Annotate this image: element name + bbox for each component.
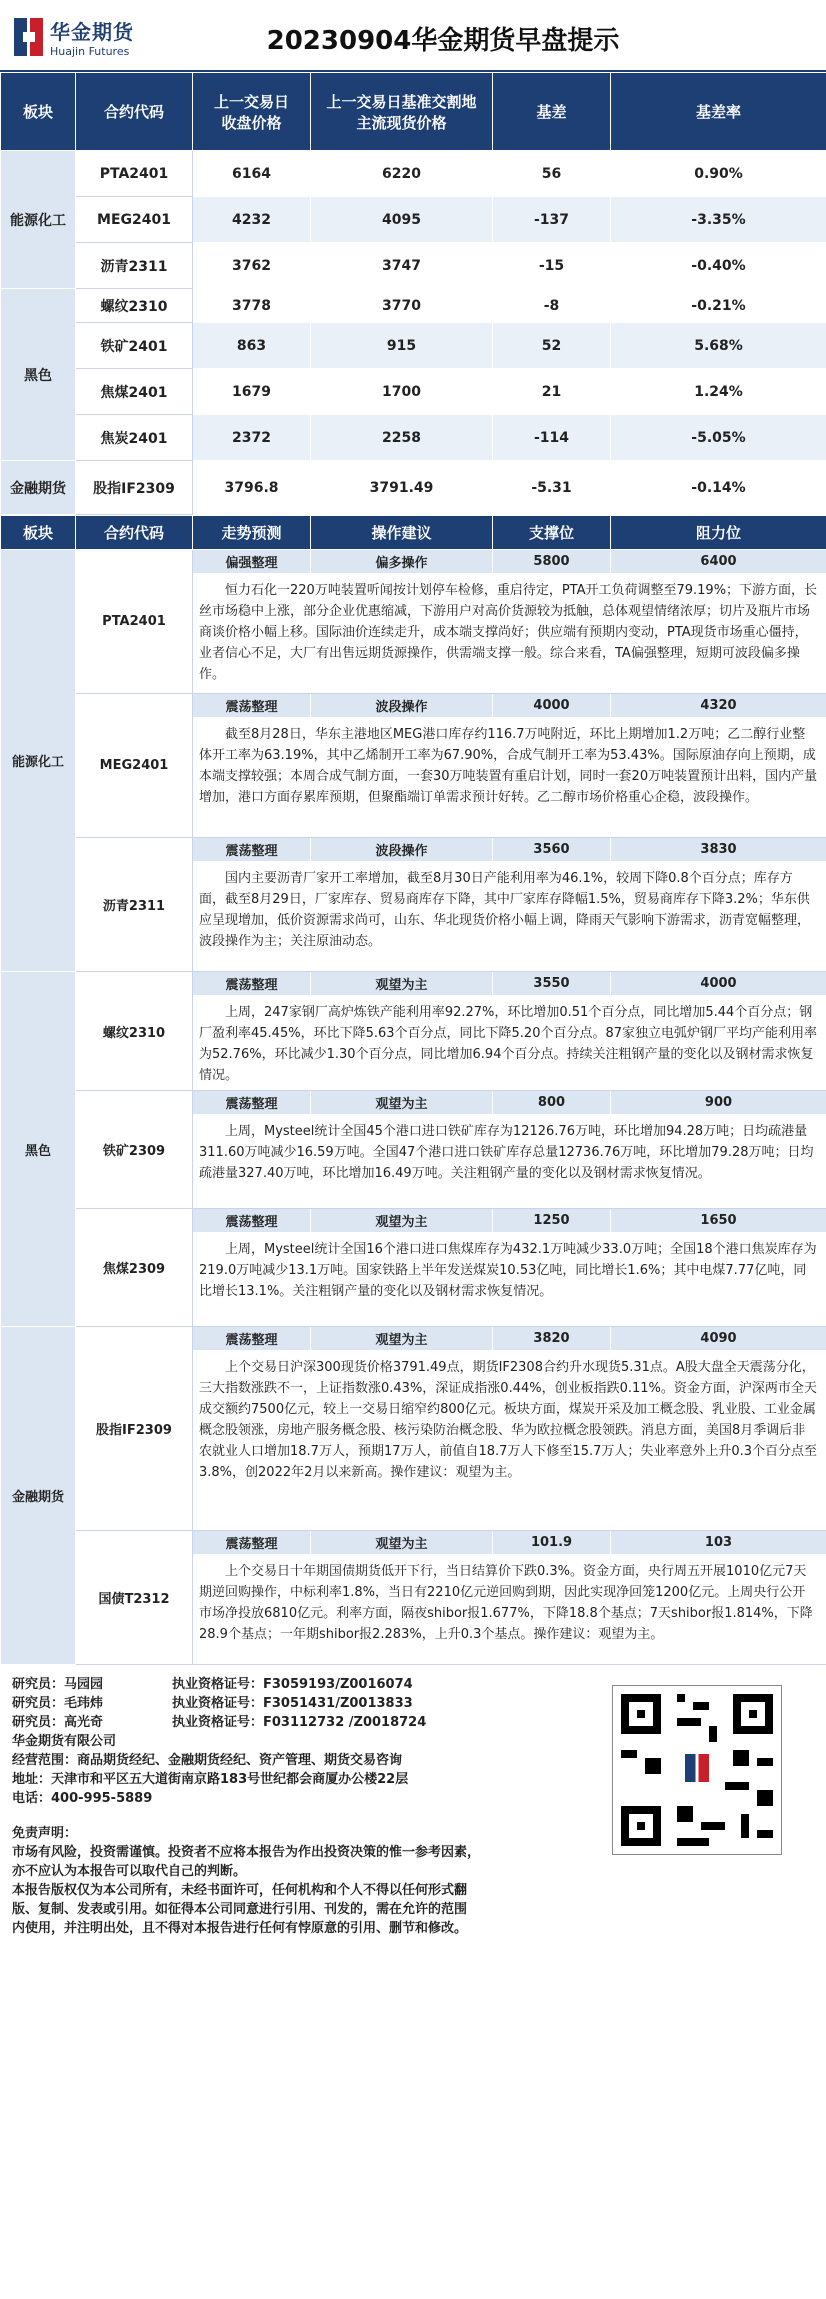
support-level: 800 <box>493 1091 611 1115</box>
contract-code: PTA2401 <box>76 151 193 197</box>
disclaimer-title: 免责声明： <box>12 1826 78 1841</box>
strategy-row <box>1 694 826 718</box>
sector-label: 黑色 <box>1 972 76 1327</box>
strategy-row <box>1 1531 826 1555</box>
operation-advice: 观望为主 <box>311 1531 493 1555</box>
basis-rate: -3.35% <box>611 197 826 243</box>
analysis-text: 恒力石化一220万吨装置听闻按计划停车检修，重启待定，PTA开工负荷调整至79.19%；下游方面，长丝市场稳中上涨，部分企业优惠缩减，下游用户对高价货源较为抵触，总体观望情绪浓厚；切片及瓶片市场商谈价格小幅上移。国际油价连续走升，成本端支撑尚好；供应端有预期内变动，PTA现货市场重心僵持，业者信心不足，大厂有出售远期货源操作，供需端支撑一般。综合来看，TA偏强整理，短期可波段偏多操作。 <box>193 574 826 694</box>
basis-row <box>1 369 826 415</box>
operation-advice: 观望为主 <box>311 1209 493 1233</box>
contract-code: 螺纹2310 <box>76 289 193 323</box>
contract-code: MEG2401 <box>76 694 193 838</box>
basis-rate: 0.90% <box>611 151 826 197</box>
resistance-level: 4320 <box>611 694 826 718</box>
support-level: 101.9 <box>493 1531 611 1555</box>
sector-label: 金融期货 <box>1 461 76 515</box>
page-header <box>0 0 826 72</box>
strategy-row <box>1 838 826 862</box>
close-price: 4232 <box>193 197 311 243</box>
contract-code: 焦炭2401 <box>76 415 193 461</box>
contract-code: 沥青2311 <box>76 838 193 972</box>
disclaimer-line: 市场有风险，投资需谨慎。投资者不应将本报告为作出投资决策的惟一参考因素， <box>12 1845 481 1860</box>
analysis-text: 上周，247家钢厂高炉炼铁产能利用率92.27%，环比增加0.51个百分点，同比增加5.44个百分点；钢厂盈利率45.45%，环比下降5.63个百分点，同比下降5.20个百分点。87家独立电弧炉钢厂平均产能利用率为52.76%，环比减少1.30个百分点，同比增加6.94个百分点。持续关注粗钢产量的变化以及钢材需求恢复情况。 <box>193 996 826 1091</box>
basis-value: -8 <box>493 289 611 323</box>
col-basis-rate: 基差率 <box>611 73 826 151</box>
spot-price: 3770 <box>311 289 493 323</box>
spot-price: 1700 <box>311 369 493 415</box>
close-price: 3796.8 <box>193 461 311 515</box>
col-close: 上一交易日 收盘价格 <box>193 73 311 151</box>
disclaimer-line: 本报告版权仅为本公司所有，未经书面许可，任何机构和个人不得以任何形式翻 <box>12 1883 468 1898</box>
basis-value: -15 <box>493 243 611 289</box>
basis-row <box>1 415 826 461</box>
sector-label: 金融期货 <box>1 1327 76 1665</box>
close-price: 6164 <box>193 151 311 197</box>
researcher-cert: 执业资格证号：F3051431/Z0013833 <box>172 1696 413 1711</box>
basis-row <box>1 323 826 369</box>
disclaimer-line: 版、复制、发表或引用。如征得本公司同意进行引用、刊发的，需在允许的范围 <box>12 1902 468 1917</box>
spot-price: 3747 <box>311 243 493 289</box>
basis-rate: -0.40% <box>611 243 826 289</box>
col-sector: 板块 <box>1 516 76 550</box>
support-level: 4000 <box>493 694 611 718</box>
page-title: 20230904华金期货早盘提示 <box>266 26 620 56</box>
trend-forecast: 震荡整理 <box>193 972 311 996</box>
col-spot: 上一交易日基准交割地 主流现货价格 <box>311 73 493 151</box>
spot-price: 915 <box>311 323 493 369</box>
trend-forecast: 震荡整理 <box>193 1327 311 1351</box>
col-trend: 走势预测 <box>193 516 311 550</box>
contract-code: 股指IF2309 <box>76 461 193 515</box>
trend-forecast: 震荡整理 <box>193 694 311 718</box>
col-code: 合约代码 <box>76 73 193 151</box>
contract-code: 股指IF2309 <box>76 1327 193 1531</box>
contract-code: 焦煤2309 <box>76 1209 193 1327</box>
trend-forecast: 震荡整理 <box>193 1531 311 1555</box>
basis-rate: 5.68% <box>611 323 826 369</box>
operation-advice: 波段操作 <box>311 694 493 718</box>
basis-row <box>1 197 826 243</box>
spot-price: 3791.49 <box>311 461 493 515</box>
contract-code: 国债T2312 <box>76 1531 193 1665</box>
support-level: 3550 <box>493 972 611 996</box>
contract-code: 沥青2311 <box>76 243 193 289</box>
analysis-text: 上个交易日沪深300现货价格3791.49点，期货IF2308合约升水现货5.31点。A股大盘全天震荡分化，三大指数涨跌不一，上证指数涨0.43%，深证成指涨0.44%，创业板指跌0.11%。资金方面，沪深两市全天成交额约7500亿元，较上一交易日缩窄约800亿元。板块方面，煤炭开采及加工概念股、乳业股、工业金属概念股领涨，房地产服务概念股、核污染防治概念股、华为欧拉概念股领跌。消息方面，美国8月季调后非农就业人口增加18.7万人，预期17万人，前值自18.7万人下修至15.7万人；失业率意外上升0.3个百分点至3.8%，创2022年2月以来新高。操作建议：观望为主。 <box>193 1351 826 1531</box>
close-price: 863 <box>193 323 311 369</box>
support-level: 1250 <box>493 1209 611 1233</box>
footer <box>0 1665 826 1818</box>
resistance-level: 103 <box>611 1531 826 1555</box>
operation-advice: 偏多操作 <box>311 550 493 574</box>
col-support: 支撑位 <box>493 516 611 550</box>
contract-code: PTA2401 <box>76 550 193 694</box>
resistance-level: 4000 <box>611 972 826 996</box>
basis-rate: -0.14% <box>611 461 826 515</box>
close-price: 2372 <box>193 415 311 461</box>
strategy-row <box>1 550 826 574</box>
col-basis: 基差 <box>493 73 611 151</box>
company-name: 华金期货有限公司 <box>12 1734 117 1749</box>
resistance-level: 3830 <box>611 838 826 862</box>
col-sector: 板块 <box>1 73 76 151</box>
disclaimer-line: 亦不应认为本报告可以取代自己的判断。 <box>12 1864 247 1879</box>
operation-advice: 波段操作 <box>311 838 493 862</box>
basis-value: 56 <box>493 151 611 197</box>
strategy-table-header <box>1 516 826 550</box>
strategy-row <box>1 1327 826 1351</box>
close-price: 3778 <box>193 289 311 323</box>
company-address: 地址：天津市和平区五大道街南京路183号世纪都会商厦办公楼22层 <box>12 1772 409 1787</box>
close-price: 3762 <box>193 243 311 289</box>
basis-value: 52 <box>493 323 611 369</box>
researcher-cert: 执业资格证号：F3059193/Z0016074 <box>172 1677 413 1692</box>
basis-table <box>0 72 826 515</box>
contract-code: 铁矿2309 <box>76 1091 193 1209</box>
spot-price: 2258 <box>311 415 493 461</box>
resistance-level: 1650 <box>611 1209 826 1233</box>
resistance-level: 4090 <box>611 1327 826 1351</box>
basis-value: 21 <box>493 369 611 415</box>
support-level: 3820 <box>493 1327 611 1351</box>
basis-row <box>1 289 826 323</box>
col-code: 合约代码 <box>76 516 193 550</box>
company-phone: 电话：400-995-5889 <box>12 1791 153 1806</box>
strategy-table <box>0 515 826 1665</box>
analysis-text: 截至8月28日，华东主港地区MEG港口库存约116.7万吨附近，环比上期增加1.2万吨；乙二醇行业整体开工率为63.19%，其中乙烯制开工率为67.90%，合成气制开工率为53.43%。国际原油存向上预期，成本端支撑较强；本周合成气制方面，一套30万吨装置有重启计划，同时一套20万吨装置预计出料，国内产量增加，港口方面存累库预期，但聚酯端订单需求预计好转。乙二醇市场价格重心企稳，波段操作。 <box>193 718 826 838</box>
analysis-text: 上个交易日十年期国债期货低开下行，当日结算价下跌0.3%。资金方面，央行周五开展1010亿元7天期逆回购操作，中标利率1.8%，当日有2210亿元逆回购到期，因此实现净回笼1200亿元。上周央行公开市场净投放6810亿元。利率方面，隔夜shibor报1.677%，下降18.8个基点；7天shibor报1.814%，下降28.9个基点；一年期shibor报2.283%，上升0.3个基点。操作建议：观望为主。 <box>193 1555 826 1665</box>
trend-forecast: 震荡整理 <box>193 1209 311 1233</box>
trend-forecast: 震荡整理 <box>193 1091 311 1115</box>
analysis-text: 国内主要沥青厂家开工率增加，截至8月30日产能利用率为46.1%，较周下降0.8个百分点；库存方面，截至8月29日，厂家库存、贸易商库存下降，其中厂家库存降幅1.5%，贸易商库存下降3.2%；华东供应呈现增加，低价资源需求尚可，山东、华北现货价格小幅上调，降雨天气影响下游需求，沥青宽幅整理，波段操作为主；关注原油动态。 <box>193 862 826 972</box>
strategy-row <box>1 972 826 996</box>
basis-value: -137 <box>493 197 611 243</box>
contract-code: 铁矿2401 <box>76 323 193 369</box>
basis-rate: -5.05% <box>611 415 826 461</box>
analysis-text: 上周，Mysteel统计全国45个港口进口铁矿库存为12126.76万吨，环比增加94.28万吨；日均疏港量311.60万吨减少16.59万吨。全国47个港口进口铁矿库存总量12736.76万吨，环比增加79.28万吨；日均疏港量327.40万吨，环比增加16.49万吨。关注粗钢产量的变化以及钢材需求恢复情况。 <box>193 1115 826 1209</box>
close-price: 1679 <box>193 369 311 415</box>
support-level: 5800 <box>493 550 611 574</box>
operation-advice: 观望为主 <box>311 972 493 996</box>
operation-advice: 观望为主 <box>311 1327 493 1351</box>
logo-en: Huajin Futures <box>50 45 130 58</box>
strategy-row <box>1 1091 826 1115</box>
basis-rate: -0.21% <box>611 289 826 323</box>
trend-forecast: 震荡整理 <box>193 838 311 862</box>
basis-row <box>1 151 826 197</box>
sector-label: 能源化工 <box>1 151 76 289</box>
operation-advice: 观望为主 <box>311 1091 493 1115</box>
basis-value: -114 <box>493 415 611 461</box>
basis-rate: 1.24% <box>611 369 826 415</box>
disclaimer-line: 内使用，并注明出处，且不得对本报告进行任何有悖原意的引用、删节和修改。 <box>12 1921 468 1936</box>
basis-row <box>1 243 826 289</box>
spot-price: 4095 <box>311 197 493 243</box>
resistance-level: 900 <box>611 1091 826 1115</box>
basis-table-header <box>1 73 826 151</box>
logo-cn: 华金期货 <box>50 20 134 44</box>
col-advice: 操作建议 <box>311 516 493 550</box>
contract-code: 焦煤2401 <box>76 369 193 415</box>
researcher-name: 研究员：马园园 <box>12 1677 104 1692</box>
sector-label: 能源化工 <box>1 550 76 972</box>
support-level: 3560 <box>493 838 611 862</box>
contract-code: MEG2401 <box>76 197 193 243</box>
resistance-level: 6400 <box>611 550 826 574</box>
researcher-cert: 执业资格证号：F03112732 /Z0018724 <box>172 1715 427 1730</box>
basis-value: -5.31 <box>493 461 611 515</box>
contract-code: 螺纹2310 <box>76 972 193 1091</box>
analysis-text: 上周，Mysteel统计全国16个港口进口焦煤库存为432.1万吨减少33.0万吨；全国18个港口焦炭库存为219.0万吨减少13.1万吨。国家铁路上半年发送煤炭10.53亿吨，同比增长1.6%；其中电煤7.77亿吨，同比增长13.1%。关注粗钢产量的变化以及钢材需求恢复情况。 <box>193 1233 826 1327</box>
basis-row <box>1 461 826 515</box>
strategy-row <box>1 1209 826 1233</box>
researcher-name: 研究员：毛玮炜 <box>12 1696 104 1711</box>
qr-code-icon <box>612 1685 782 1855</box>
trend-forecast: 偏强整理 <box>193 550 311 574</box>
spot-price: 6220 <box>311 151 493 197</box>
business-scope: 经营范围：商品期货经纪、金融期货经纪、资产管理、期货交易咨询 <box>12 1753 403 1768</box>
col-resistance: 阻力位 <box>611 516 826 550</box>
researcher-name: 研究员：高光奇 <box>12 1715 104 1730</box>
sector-label: 黑色 <box>1 289 76 461</box>
